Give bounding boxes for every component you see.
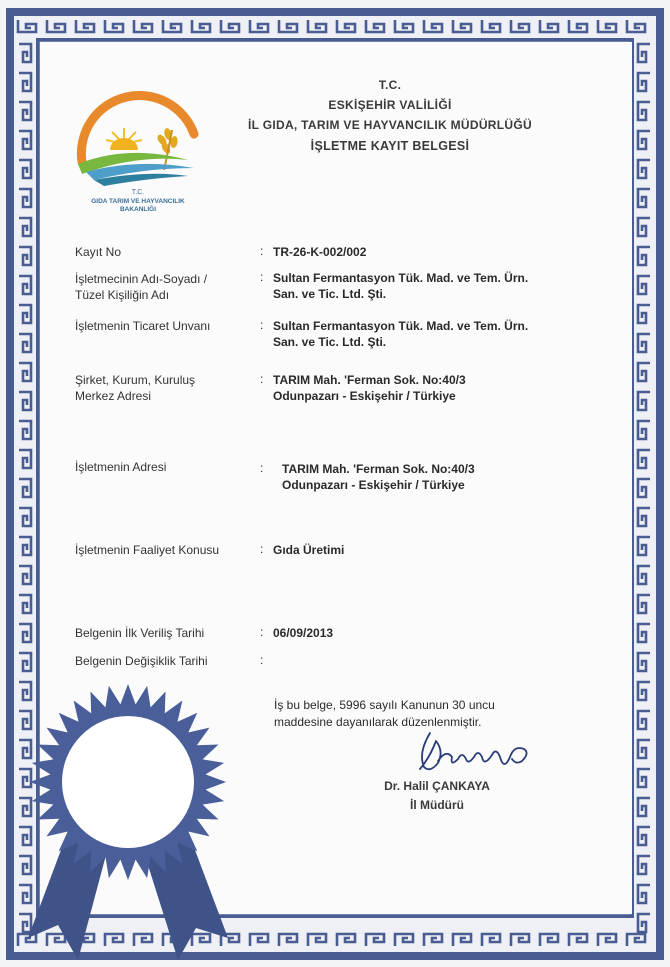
field-value-trade-name (273, 318, 528, 350)
field-label-operator-name (75, 271, 207, 303)
field-label-line: İşletmecinin Adı-Soyadı / (75, 272, 208, 286)
certification-line: İş bu belge, 5996 sayılı Kanunun 30 uncu (274, 698, 495, 712)
field-label-change-date: Belgenin Değişiklik Tarihi (75, 654, 208, 668)
field-colon: : (260, 372, 264, 386)
field-value-line: TARIM Mah. 'Ferman Sok. No:40/3 (282, 462, 475, 476)
field-colon: : (260, 625, 264, 639)
document-header (230, 78, 550, 153)
document-title: İŞLETME KAYIT BELGESİ (310, 139, 470, 153)
logo-text-1: T.C. (131, 189, 145, 196)
field-label-registration-no: Kayıt No (75, 245, 122, 259)
field-value-issue-date: 06/09/2013 (273, 626, 334, 640)
field-colon: : (260, 244, 264, 258)
certification-statement (274, 697, 574, 731)
field-label-activity: İşletmenin Faaliyet Konusu (75, 543, 220, 557)
field-value-hq-address (273, 372, 466, 404)
field-value-line: Odunpazarı - Eskişehir / Türkiye (273, 389, 456, 403)
field-value-line: Sultan Fermantasyon Tük. Mad. ve Tem. Ürn. (273, 271, 529, 285)
field-value-activity: Gıda Üretimi (273, 543, 345, 557)
field-label-line: Merkez Adresi (75, 389, 152, 403)
header-tc: T.C. (378, 78, 402, 92)
field-colon: : (260, 653, 264, 667)
field-label-hq-address (75, 372, 195, 404)
field-value-line: TARIM Mah. 'Ferman Sok. No:40/3 (273, 373, 466, 387)
field-value-line: Odunpazarı - Eskişehir / Türkiye (282, 478, 465, 492)
field-colon: : (260, 318, 264, 332)
ministry-logo (68, 82, 208, 214)
field-value-line: Sultan Fermantasyon Tük. Mad. ve Tem. Ürn. (273, 319, 529, 333)
field-label-line: Şirket, Kurum, Kuruluş (75, 373, 196, 387)
field-colon: : (260, 542, 264, 556)
field-value-line: San. ve Tic. Ltd. Şti. (273, 335, 387, 349)
signature (400, 727, 550, 777)
signer-title: İl Müdürü (410, 798, 464, 812)
field-value-operator-name (273, 270, 528, 302)
signer-name: Dr. Halil ÇANKAYA (384, 779, 490, 793)
header-directorate: İL GIDA, TARIM VE HAYVANCILIK MÜDÜRLÜĞÜ (248, 118, 532, 132)
header-governorship: ESKİŞEHİR VALİLİĞİ (328, 98, 452, 112)
field-value-line: San. ve Tic. Ltd. Şti. (273, 287, 387, 301)
field-colon: : (260, 461, 264, 475)
field-label-issue-date: Belgenin İlk Veriliş Tarihi (75, 626, 205, 640)
field-label-line: Tüzel Kişiliğin Adı (75, 288, 170, 302)
signer-block (362, 777, 512, 815)
field-value-registration-no: TR-26-K-002/002 (273, 245, 367, 259)
logo-text-3: BAKANLIĞI (119, 206, 157, 213)
award-seal-icon (18, 670, 248, 967)
field-value-business-address (282, 461, 475, 493)
field-label-trade-name: İşletmenin Ticaret Unvanı (75, 319, 211, 333)
certification-line: maddesine dayanılarak düzenlenmiştir. (274, 715, 482, 729)
logo-text-2: GIDA TARIM VE HAYVANCILIK (91, 198, 185, 205)
field-label-business-address: İşletmenin Adresi (75, 460, 167, 474)
field-colon: : (260, 270, 264, 284)
